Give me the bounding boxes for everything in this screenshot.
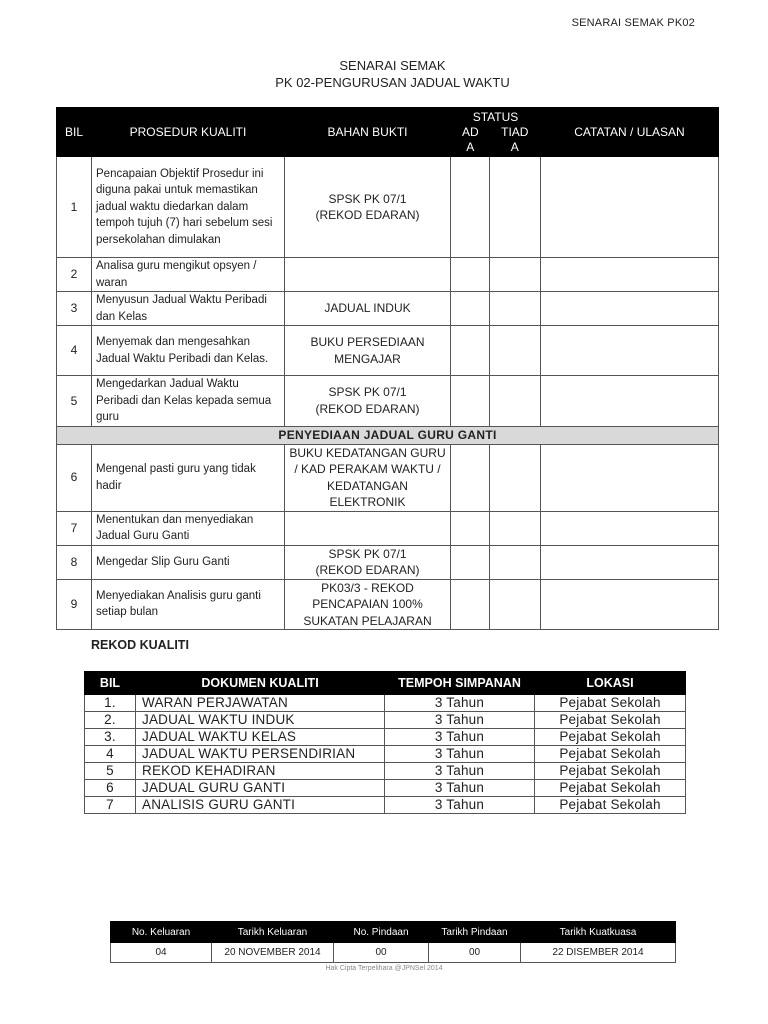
records-tempoh: 3 Tahun — [385, 780, 535, 797]
row-bahan-bukti: BUKU KEDATANGAN GURU / KAD PERAKAM WAKTU / KEDATANGAN ELEKTRONIK — [285, 444, 451, 511]
header-status — [451, 108, 541, 157]
footer-values-row — [111, 943, 676, 963]
records-bil: 4 — [85, 746, 136, 763]
records-tempoh: 3 Tahun — [385, 695, 535, 712]
row-bil: 9 — [57, 579, 92, 630]
row-status-ada — [451, 511, 490, 545]
row-status-ada — [451, 579, 490, 630]
row-catatan — [541, 511, 719, 545]
records-bil: 1. — [85, 695, 136, 712]
header-bahan-bukti: BAHAN BUKTI — [285, 108, 451, 157]
page-title — [0, 57, 768, 91]
records-tempoh: 3 Tahun — [385, 712, 535, 729]
footer-table — [110, 921, 676, 963]
checklist-row — [57, 444, 719, 511]
records-row — [85, 763, 686, 780]
footer-header-tarikh-keluaran: Tarikh Keluaran — [212, 922, 334, 943]
row-prosedur: Analisa guru mengikut opsyen / waran — [92, 258, 285, 292]
row-catatan — [541, 258, 719, 292]
row-bahan-bukti: SPSK PK 07/1 (REKOD EDARAN) — [285, 157, 451, 258]
row-bahan-bukti: PK03/3 - REKOD PENCAPAIAN 100% SUKATAN PELAJARAN — [285, 579, 451, 630]
row-prosedur: Pencapaian Objektif Prosedur ini diguna pakai untuk memastikan jadual waktu diedarkan dalam tempoh tujuh (7) hari sebelum sesi persekolahan dimulakan — [92, 157, 285, 258]
row-bil: 6 — [57, 444, 92, 511]
records-dokumen: REKOD KEHADIRAN — [136, 763, 385, 780]
footer-header-no-pindaan: No. Pindaan — [334, 922, 429, 943]
checklist-header-row — [57, 108, 719, 157]
row-catatan — [541, 326, 719, 376]
row-bil: 4 — [57, 326, 92, 376]
records-tempoh: 3 Tahun — [385, 797, 535, 814]
row-status-tiada — [490, 326, 541, 376]
header-prosedur: PROSEDUR KUALITI — [92, 108, 285, 157]
footer-tarikh-pindaan: 00 — [429, 943, 521, 963]
records-row — [85, 780, 686, 797]
records-lokasi: Pejabat Sekolah — [535, 695, 686, 712]
row-status-tiada — [490, 292, 541, 326]
row-status-ada — [451, 258, 490, 292]
row-status-tiada — [490, 258, 541, 292]
header-ada: AD A — [461, 124, 479, 154]
row-bahan-bukti: JADUAL INDUK — [285, 292, 451, 326]
records-lokasi: Pejabat Sekolah — [535, 797, 686, 814]
row-status-ada — [451, 444, 490, 511]
checklist-row — [57, 157, 719, 258]
row-bil: 3 — [57, 292, 92, 326]
row-bahan-bukti: BUKU PERSEDIAAN MENGAJAR — [285, 326, 451, 376]
footer-no-pindaan: 00 — [334, 943, 429, 963]
row-bahan-bukti: SPSK PK 07/1 (REKOD EDARAN) — [285, 376, 451, 427]
section-row — [57, 426, 719, 444]
row-status-tiada — [490, 579, 541, 630]
records-tempoh: 3 Tahun — [385, 729, 535, 746]
row-status-tiada — [490, 444, 541, 511]
records-tempoh: 3 Tahun — [385, 763, 535, 780]
records-row — [85, 797, 686, 814]
footer-header-no-keluaran: No. Keluaran — [111, 922, 212, 943]
records-row — [85, 746, 686, 763]
records-bil: 6 — [85, 780, 136, 797]
row-catatan — [541, 444, 719, 511]
row-bil: 8 — [57, 545, 92, 579]
header-status-label: STATUS — [472, 109, 519, 124]
row-catatan — [541, 376, 719, 427]
row-status-ada — [451, 326, 490, 376]
row-prosedur: Mengenal pasti guru yang tidak hadir — [92, 444, 285, 511]
records-lokasi: Pejabat Sekolah — [535, 712, 686, 729]
checklist-row — [57, 258, 719, 292]
row-prosedur: Mengedarkan Jadual Waktu Peribadi dan Kelas kepada semua guru — [92, 376, 285, 427]
checklist-row — [57, 545, 719, 579]
records-dokumen: ANALISIS GURU GANTI — [136, 797, 385, 814]
row-status-ada — [451, 376, 490, 427]
records-bil: 3. — [85, 729, 136, 746]
records-bil: 2. — [85, 712, 136, 729]
copyright-text: Hak Cipta Terpelihara @JPNSel 2014 — [325, 965, 443, 972]
row-prosedur: Mengedar Slip Guru Ganti — [92, 545, 285, 579]
records-header-lokasi: LOKASI — [535, 672, 686, 695]
records-tempoh: 3 Tahun — [385, 746, 535, 763]
row-status-ada — [451, 292, 490, 326]
records-dokumen: WARAN PERJAWATAN — [136, 695, 385, 712]
row-status-ada — [451, 545, 490, 579]
row-status-tiada — [490, 545, 541, 579]
row-bil: 1 — [57, 157, 92, 258]
records-bil: 7 — [85, 797, 136, 814]
footer-header-row — [111, 922, 676, 943]
row-status-ada — [451, 157, 490, 258]
records-dokumen: JADUAL WAKTU INDUK — [136, 712, 385, 729]
row-bil: 7 — [57, 511, 92, 545]
row-status-tiada — [490, 511, 541, 545]
footer-header-tarikh-kuatkuasa: Tarikh Kuatkuasa — [521, 922, 676, 943]
records-header-dokumen: DOKUMEN KUALITI — [136, 672, 385, 695]
row-status-tiada — [490, 157, 541, 258]
row-catatan — [541, 292, 719, 326]
records-header-bil: BIL — [85, 672, 136, 695]
document-code: SENARAI SEMAK PK02 — [571, 17, 695, 29]
row-catatan — [541, 545, 719, 579]
section-title: PENYEDIAAN JADUAL GURU GANTI — [57, 426, 719, 444]
records-body — [85, 695, 686, 814]
row-bahan-bukti — [285, 511, 451, 545]
checklist-row — [57, 376, 719, 427]
footer-no-keluaran: 04 — [111, 943, 212, 963]
row-bil: 2 — [57, 258, 92, 292]
checklist-table — [56, 107, 719, 630]
records-dokumen: JADUAL GURU GANTI — [136, 780, 385, 797]
title-line-1: SENARAI SEMAK — [339, 58, 446, 73]
records-lokasi: Pejabat Sekolah — [535, 763, 686, 780]
title-line-2: PK 02-PENGURUSAN JADUAL WAKTU — [275, 75, 510, 90]
row-prosedur: Menentukan dan menyediakan Jadual Guru Ganti — [92, 511, 285, 545]
records-header-row — [85, 672, 686, 695]
header-catatan: CATATAN / ULASAN — [541, 108, 719, 157]
checklist-row — [57, 511, 719, 545]
row-prosedur: Menyusun Jadual Waktu Peribadi dan Kelas — [92, 292, 285, 326]
row-prosedur: Menyediakan Analisis guru ganti setiap bulan — [92, 579, 285, 630]
row-bahan-bukti — [285, 258, 451, 292]
checklist-row — [57, 579, 719, 630]
row-status-tiada — [490, 376, 541, 427]
records-lokasi: Pejabat Sekolah — [535, 729, 686, 746]
records-table — [84, 671, 686, 814]
row-catatan — [541, 157, 719, 258]
footer-tarikh-kuatkuasa: 22 DISEMBER 2014 — [521, 943, 676, 963]
checklist-row — [57, 292, 719, 326]
records-bil: 5 — [85, 763, 136, 780]
footer-header-tarikh-pindaan: Tarikh Pindaan — [429, 922, 521, 943]
checklist-row — [57, 326, 719, 376]
records-row — [85, 729, 686, 746]
records-header-tempoh: TEMPOH SIMPANAN — [385, 672, 535, 695]
records-dokumen: JADUAL WAKTU PERSENDIRIAN — [136, 746, 385, 763]
rekod-kualiti-heading: REKOD KUALITI — [91, 638, 189, 652]
row-prosedur: Menyemak dan mengesahkan Jadual Waktu Peribadi dan Kelas. — [92, 326, 285, 376]
checklist-body — [57, 157, 719, 630]
row-bil: 5 — [57, 376, 92, 427]
row-bahan-bukti: SPSK PK 07/1 (REKOD EDARAN) — [285, 545, 451, 579]
records-row — [85, 695, 686, 712]
records-lokasi: Pejabat Sekolah — [535, 746, 686, 763]
header-bil: BIL — [57, 108, 92, 157]
header-tiada: TIAD A — [501, 124, 529, 154]
records-row — [85, 712, 686, 729]
row-catatan — [541, 579, 719, 630]
records-lokasi: Pejabat Sekolah — [535, 780, 686, 797]
footer-tarikh-keluaran: 20 NOVEMBER 2014 — [212, 943, 334, 963]
records-dokumen: JADUAL WAKTU KELAS — [136, 729, 385, 746]
